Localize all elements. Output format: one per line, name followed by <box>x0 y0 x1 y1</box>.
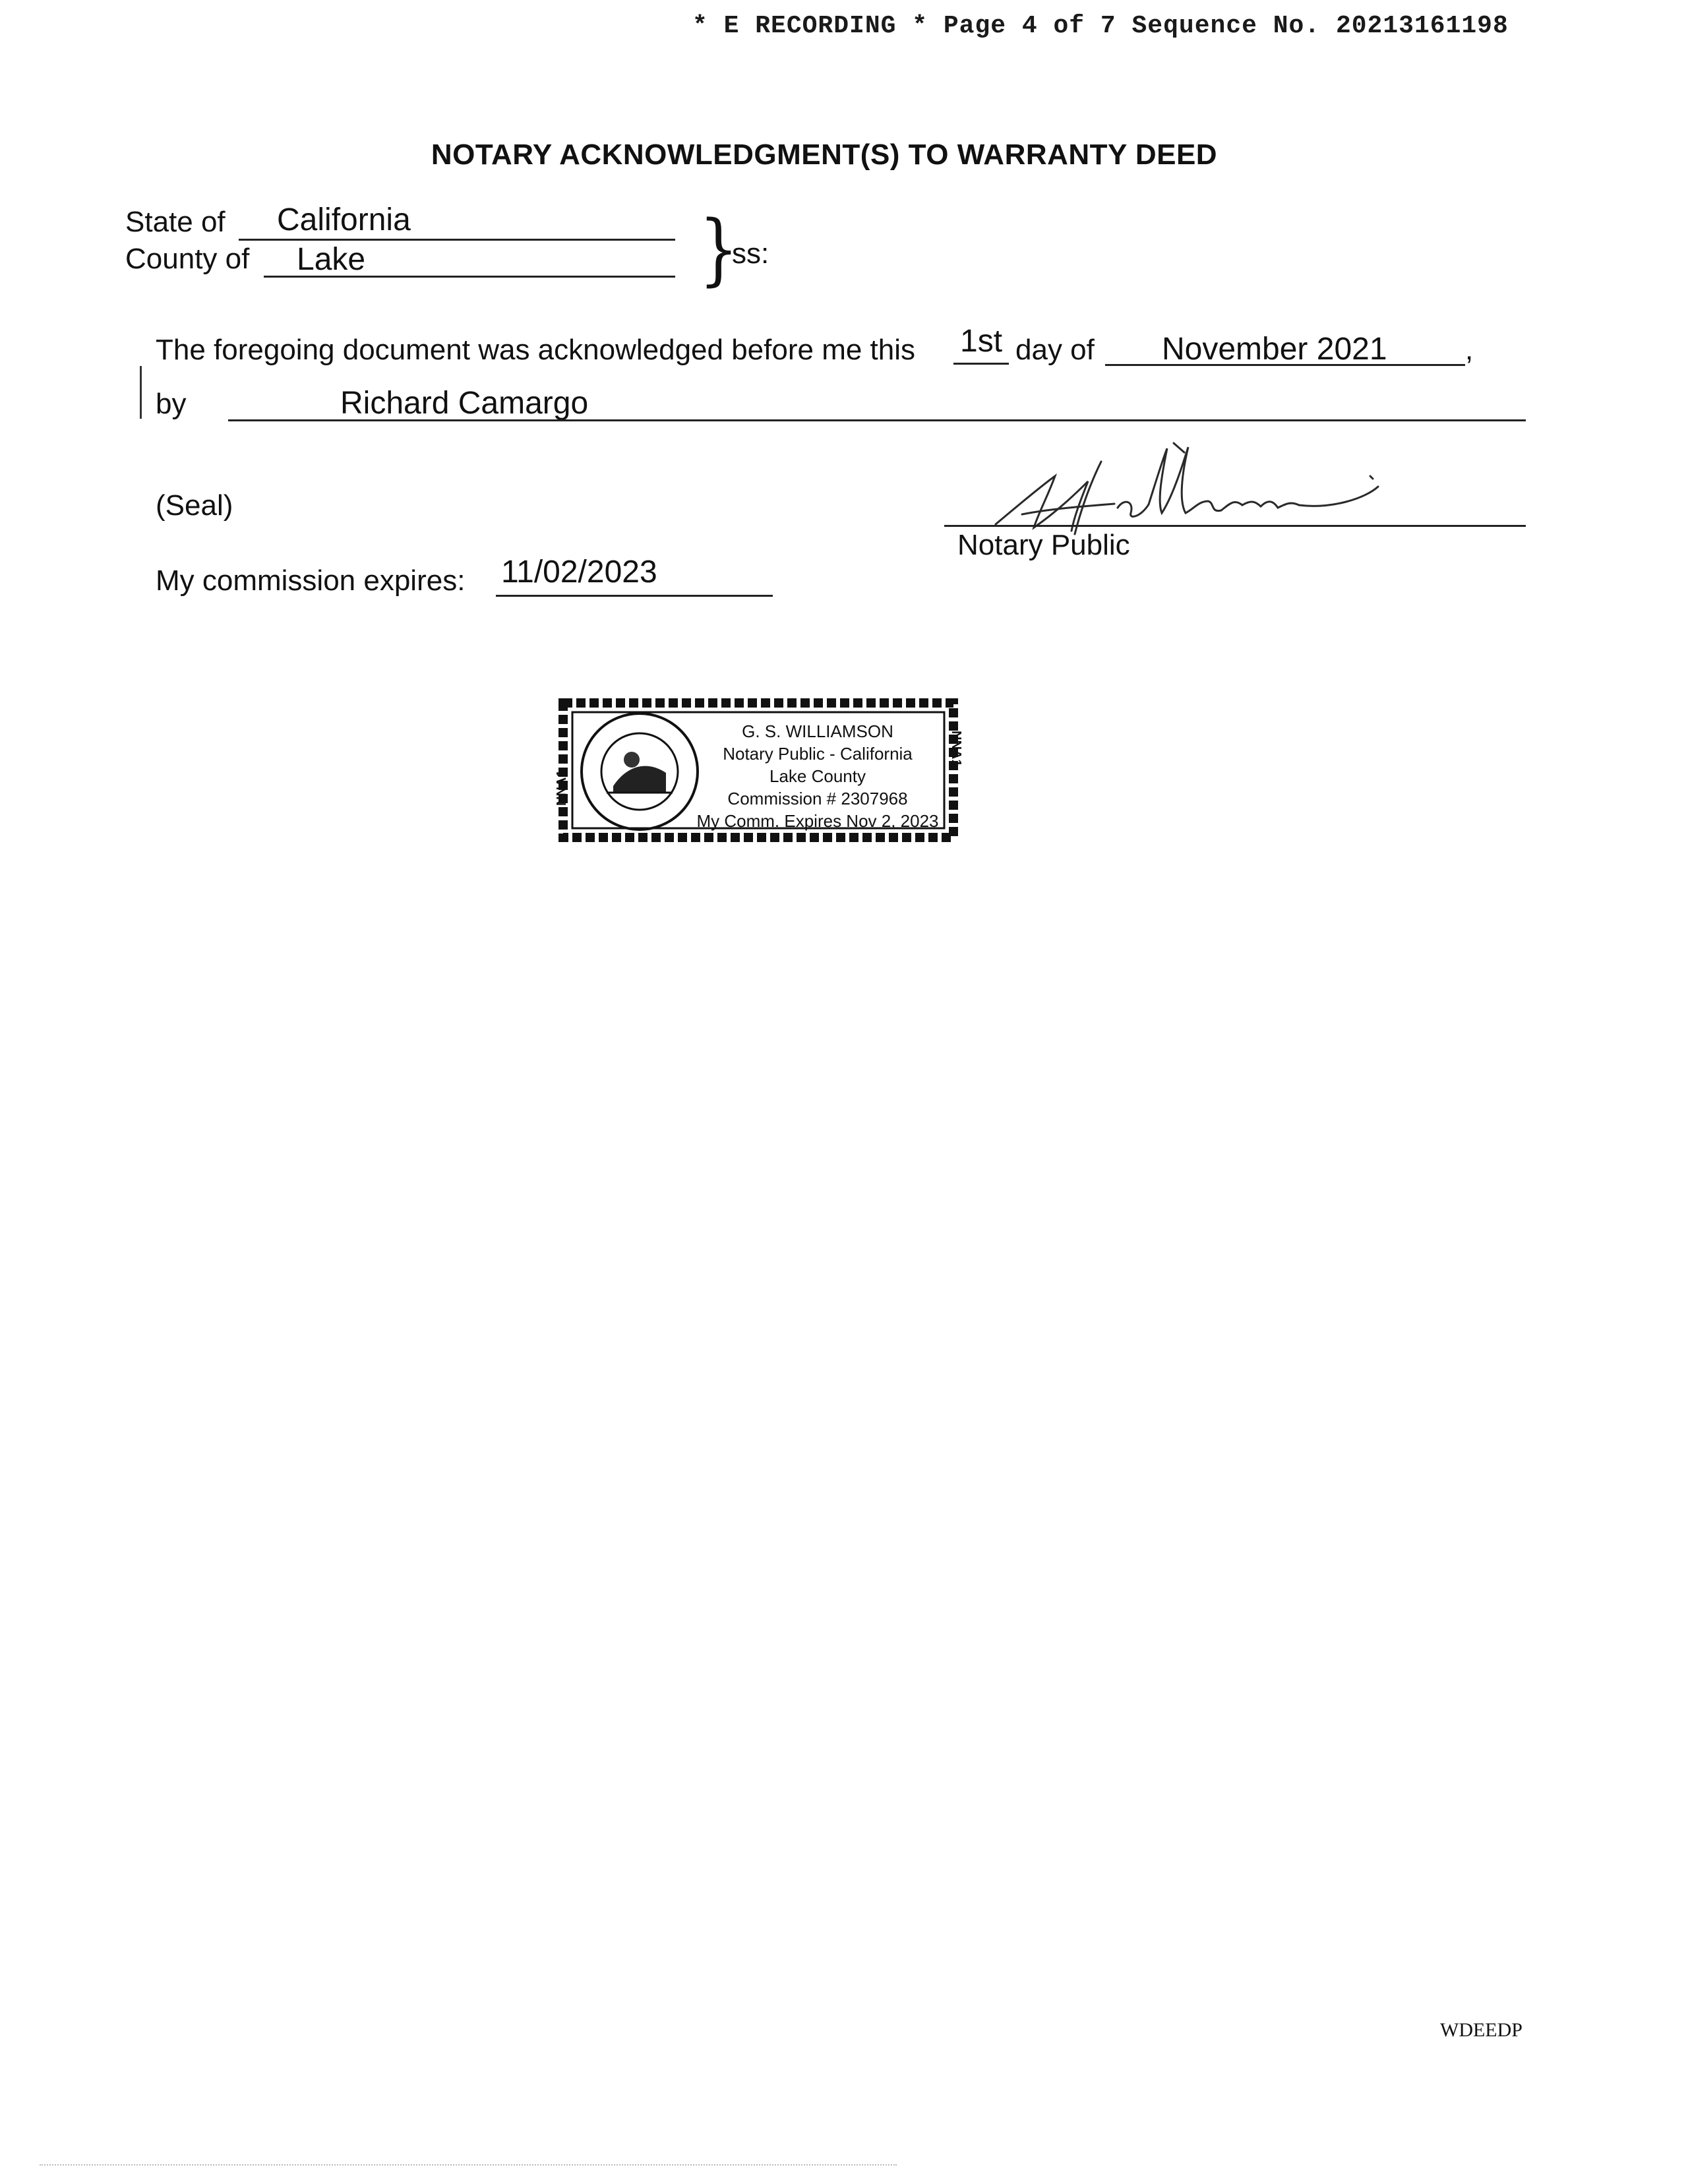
stamp-line4: Commission # 2307968 <box>727 789 908 808</box>
seal-label: (Seal) <box>156 489 233 522</box>
recording-header: * E RECORDING * Page 4 of 7 Sequence No. 20213161198 <box>692 12 1509 40</box>
document-title: NOTARY ACKNOWLEDGMENT(S) TO WARRANTY DEED <box>431 138 1218 171</box>
acknowledgment-text: The foregoing document was acknowledged before me this <box>156 334 916 366</box>
stamp-side-text-left: NNA1 <box>555 770 569 806</box>
month-year-underline <box>1105 364 1465 366</box>
trailing-comma: , <box>1465 334 1474 366</box>
day-value: 1st <box>960 324 1003 359</box>
by-value: Richard Camargo <box>340 386 589 421</box>
margin-mark <box>140 366 142 419</box>
county-underline <box>264 276 675 278</box>
commission-underline <box>496 595 773 597</box>
day-of-label: day of <box>1015 334 1095 366</box>
stamp-line5: My Comm. Expires Nov 2, 2023 <box>696 811 939 831</box>
commission-label: My commission expires: <box>156 564 466 597</box>
by-label: by <box>156 388 187 420</box>
scan-artifact <box>40 2164 897 2166</box>
ss-label: ss: <box>732 237 769 270</box>
county-label: County of <box>125 243 250 275</box>
notary-public-label: Notary Public <box>957 529 1130 561</box>
commission-value: 11/02/2023 <box>501 555 657 590</box>
day-underline <box>953 363 1009 365</box>
state-seal-icon <box>582 713 698 830</box>
stamp-line2: Notary Public - California <box>723 744 913 764</box>
by-underline <box>228 419 1526 421</box>
state-value: California <box>277 202 411 237</box>
month-year-value: November 2021 <box>1162 332 1387 367</box>
state-underline <box>239 239 675 241</box>
signature-line <box>944 525 1526 527</box>
notary-stamp <box>554 694 963 847</box>
form-code: WDEEDP <box>1440 2019 1522 2041</box>
state-label: State of <box>125 206 226 238</box>
county-value: Lake <box>297 242 366 277</box>
stamp-side-text-right: NNA1 <box>949 731 963 767</box>
venue-brace: } <box>699 203 739 294</box>
stamp-name: G. S. WILLIAMSON <box>742 721 893 741</box>
stamp-line3: Lake County <box>769 766 866 786</box>
